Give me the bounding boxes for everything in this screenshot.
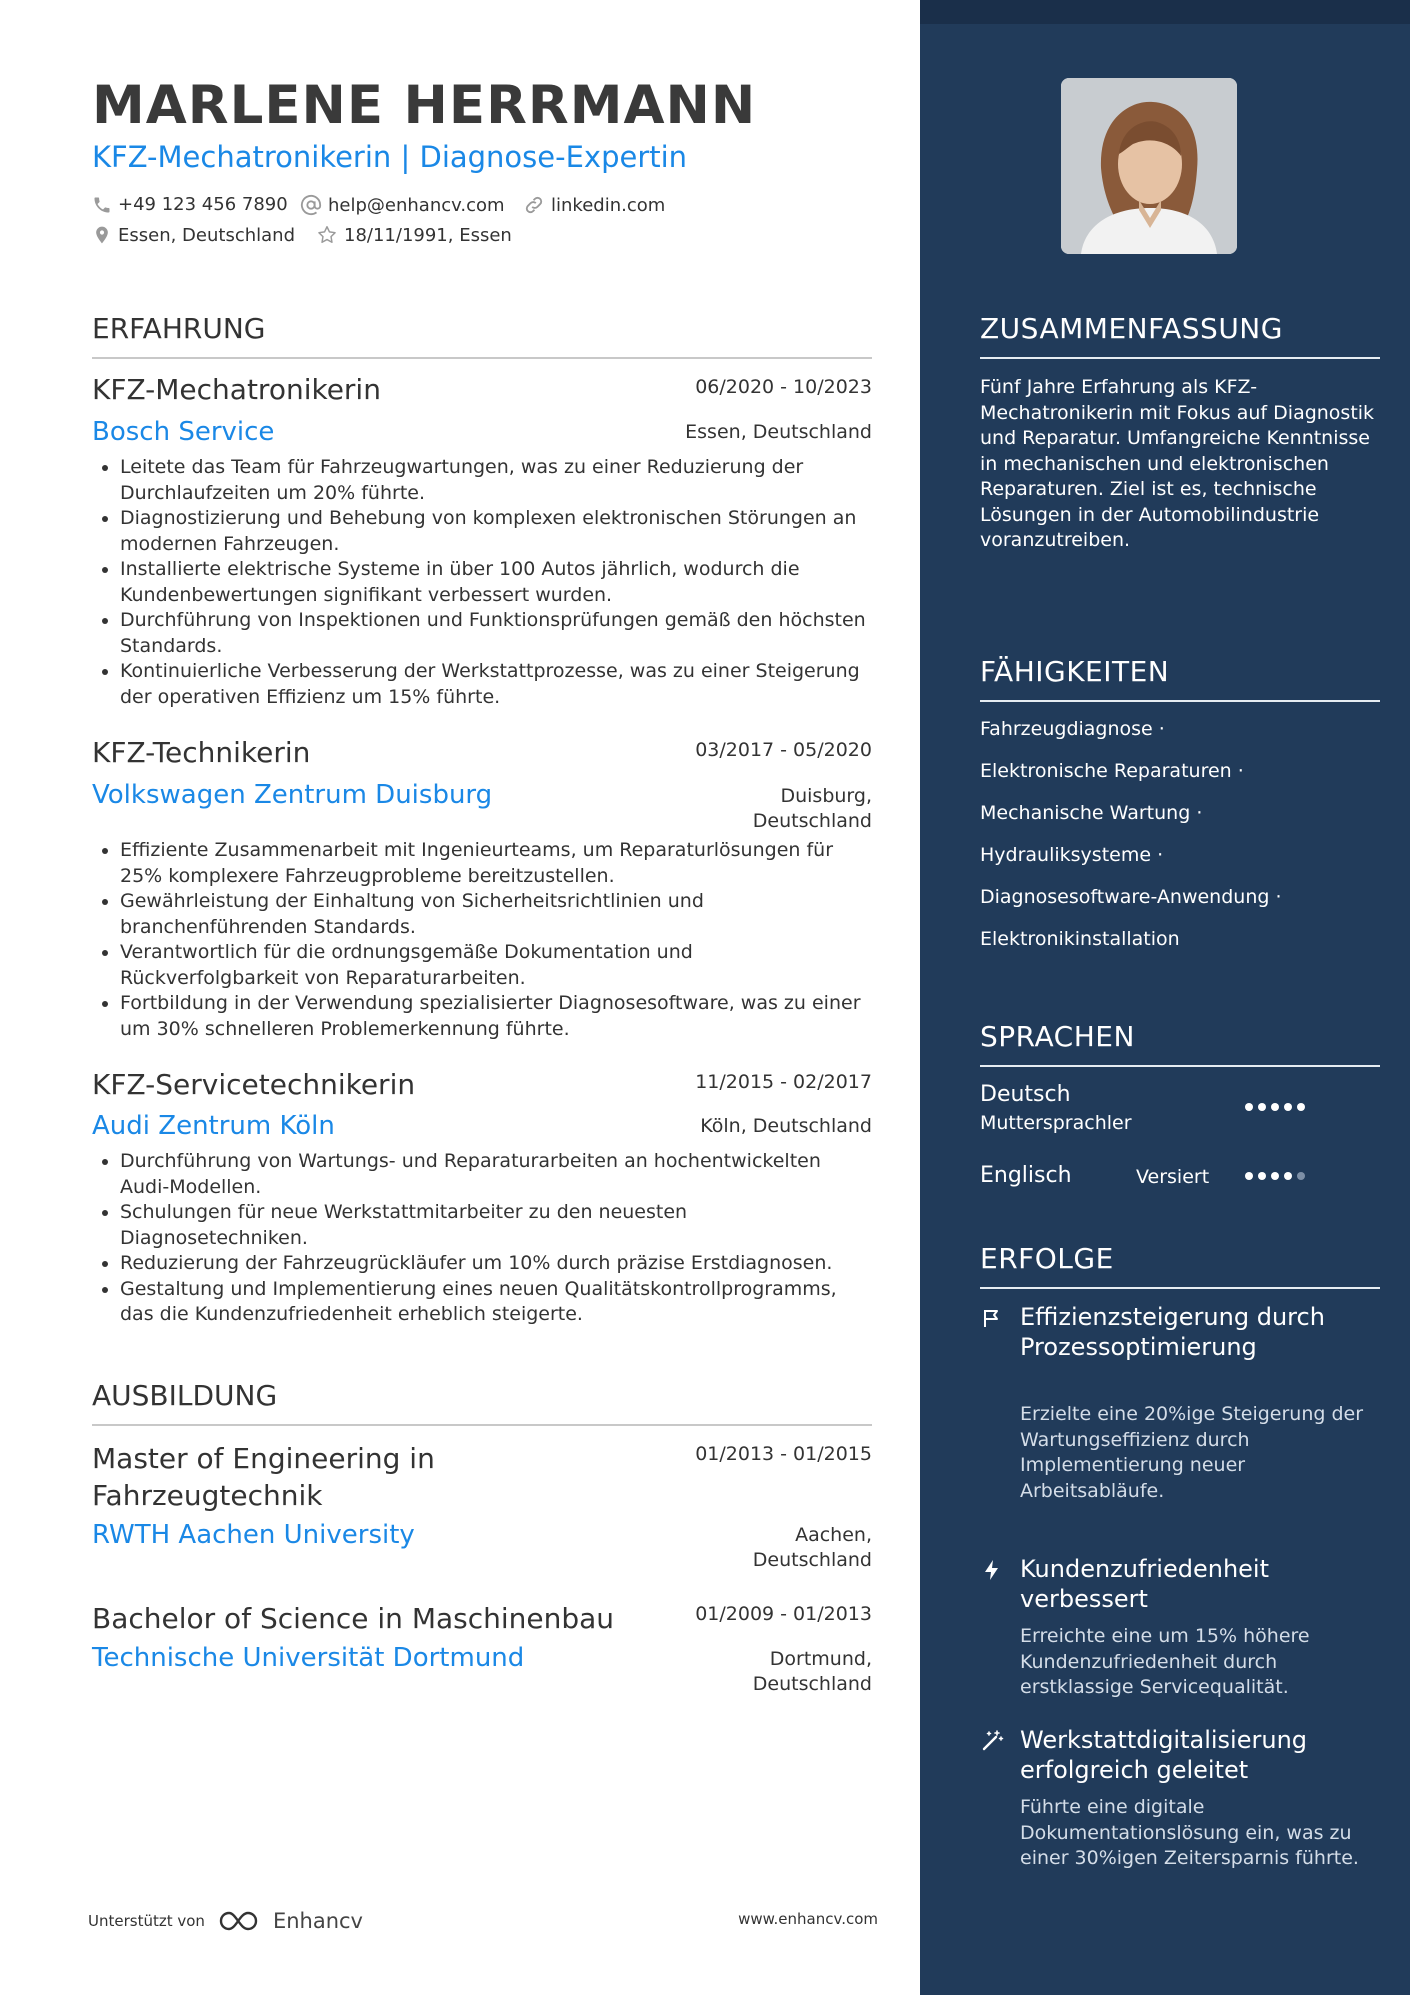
summary-heading: ZUSAMMENFASSUNG bbox=[980, 312, 1380, 359]
rating-dot-filled bbox=[1297, 1103, 1305, 1111]
job-company[interactable]: Bosch Service bbox=[92, 417, 275, 447]
phone-text: +49 123 456 7890 bbox=[118, 194, 288, 215]
location-line: Deutschland bbox=[752, 1549, 872, 1571]
skill-item bbox=[980, 760, 1244, 782]
skill-label: Mechanische Wartung bbox=[980, 802, 1191, 824]
achievement-title: Effizienzsteigerung durch Prozessoptimierung bbox=[1020, 1303, 1325, 1361]
job-company[interactable]: Audi Zentrum Köln bbox=[92, 1111, 335, 1141]
achievement-title: Kundenzufriedenheit verbessert bbox=[1020, 1555, 1269, 1613]
location-pin-icon bbox=[92, 224, 112, 246]
achievement-description: Erzielte eine 20%ige Steigerung der Wartungseffizienz durch Implementierung neuer Arbeitsabläufe. bbox=[1020, 1403, 1364, 1502]
skill-separator: · bbox=[1157, 844, 1164, 866]
contact-phone[interactable] bbox=[92, 194, 288, 215]
rating-dot-filled bbox=[1258, 1172, 1266, 1180]
footer-website[interactable]: www.enhancv.com bbox=[738, 1910, 878, 1928]
birth-text: 18/11/1991, Essen bbox=[344, 224, 512, 246]
sidebar bbox=[920, 0, 1410, 1995]
wand-icon bbox=[980, 1729, 1004, 1753]
degree-line: Master of Engineering in bbox=[92, 1442, 435, 1475]
skill-separator: · bbox=[1237, 760, 1244, 782]
star-icon bbox=[316, 224, 338, 246]
job-bullets bbox=[92, 838, 872, 1042]
education-date: 01/2009 - 01/2013 bbox=[695, 1603, 872, 1625]
summary-text: Fünf Jahre Erfahrung als KFZ-Mechatronikerin mit Fokus auf Diagnostik und Reparatur. Umfangreiche Kenntnisse in mechanischen und elektronischen Reparaturen. Ziel ist es, technische Lösungen in der Automobilindustrie voranzutreiben. bbox=[980, 376, 1375, 551]
skill-item bbox=[980, 718, 1165, 740]
location-line: Deutschland bbox=[752, 1673, 872, 1695]
footer-branding[interactable] bbox=[88, 1908, 363, 1934]
rating-dot-filled bbox=[1245, 1103, 1253, 1111]
skill-label: Elektronische Reparaturen bbox=[980, 760, 1232, 782]
school-name[interactable]: RWTH Aachen University bbox=[92, 1520, 415, 1550]
bullet-item: • Schulungen für neue Werkstattmitarbeiter zu den neuesten Diagnosetechniken. bbox=[120, 1200, 872, 1251]
experience-heading: ERFAHRUNG bbox=[92, 312, 872, 359]
email-text: help@enhancv.com bbox=[328, 194, 505, 216]
school-name[interactable]: Technische Universität Dortmund bbox=[92, 1643, 525, 1673]
education-location bbox=[753, 1523, 872, 1573]
skill-label: Hydrauliksysteme bbox=[980, 844, 1152, 866]
skill-item bbox=[980, 928, 1180, 950]
job-location: Essen, Deutschland bbox=[685, 421, 872, 443]
skill-separator: · bbox=[1196, 802, 1203, 824]
languages-heading: SPRACHEN bbox=[980, 1020, 1380, 1067]
location-line: Aachen, bbox=[795, 1524, 872, 1546]
job-date: 03/2017 - 05/2020 bbox=[695, 739, 872, 761]
rating-dot-empty bbox=[1297, 1172, 1305, 1180]
link-icon bbox=[523, 194, 545, 216]
job-date: 11/2015 - 02/2017 bbox=[695, 1071, 872, 1093]
at-icon bbox=[300, 194, 322, 216]
language-level: Versiert bbox=[1136, 1166, 1210, 1188]
contact-birth bbox=[316, 224, 512, 246]
linkedin-text: linkedin.com bbox=[551, 194, 666, 216]
bullet-item: • Verantwortlich für die ordnungsgemäße Dokumentation und Rückverfolgbarkeit von Reparaturarbeiten. bbox=[120, 940, 872, 991]
job-bullets bbox=[92, 1149, 872, 1328]
bullet-item: • Diagnostizierung und Behebung von komplexen elektronischen Störungen an modernen Fahrzeugen. bbox=[120, 506, 872, 557]
job-bullets bbox=[92, 455, 872, 710]
skills-heading: FÄHIGKEITEN bbox=[980, 655, 1380, 702]
skill-label: Diagnosesoftware-Anwendung bbox=[980, 886, 1270, 908]
bullet-item: • Leitete das Team für Fahrzeugwartungen, was zu einer Reduzierung der Durchlaufzeiten um 20% führte. bbox=[120, 455, 872, 506]
job-date: 06/2020 - 10/2023 bbox=[695, 376, 872, 398]
degree-title: Bachelor of Science in Maschinenbau bbox=[92, 1602, 615, 1635]
language-name: Englisch bbox=[980, 1163, 1072, 1188]
contact-location bbox=[92, 224, 295, 246]
sidebar-top-bar bbox=[920, 0, 1410, 24]
bullet-item: • Installierte elektrische Systeme in über 100 Autos jährlich, wodurch die Kundenbewertungen signifikant verbessert wurden. bbox=[120, 557, 872, 608]
rating-dot-filled bbox=[1245, 1172, 1253, 1180]
candidate-name: MARLENE HERRMANN bbox=[92, 75, 757, 136]
flag-icon bbox=[980, 1306, 1004, 1330]
language-rating bbox=[1245, 1103, 1305, 1111]
degree-title bbox=[92, 1440, 652, 1514]
rating-dot-filled bbox=[1284, 1103, 1292, 1111]
location-line: Dortmund, bbox=[769, 1648, 872, 1670]
job-location: Köln, Deutschland bbox=[700, 1115, 872, 1137]
skill-item bbox=[980, 802, 1202, 824]
skill-separator: · bbox=[1275, 886, 1282, 908]
job-title: KFZ-Servicetechnikerin bbox=[92, 1068, 416, 1101]
powered-by-text: Unterstützt von bbox=[88, 1912, 205, 1930]
rating-dot-filled bbox=[1271, 1103, 1279, 1111]
achievement-title: Werkstattdigitalisierung erfolgreich geleitet bbox=[1020, 1726, 1308, 1784]
job-location bbox=[753, 784, 872, 834]
degree-line: Fahrzeugtechnik bbox=[92, 1479, 323, 1512]
bullet-item: • Fortbildung in der Verwendung spezialisierter Diagnosesoftware, was zu einer um 30% schnelleren Problemerkennung führte. bbox=[120, 991, 872, 1042]
bullet-item: • Kontinuierliche Verbesserung der Werkstattprozesse, was zu einer Steigerung der operativen Effizienz um 15% führte. bbox=[120, 659, 872, 710]
profile-photo bbox=[1061, 78, 1237, 254]
language-rating bbox=[1245, 1172, 1305, 1180]
job-location-line: Deutschland bbox=[752, 810, 872, 832]
bullet-item: • Durchführung von Inspektionen und Funktionsprüfungen gemäß den höchsten Standards. bbox=[120, 608, 872, 659]
bullet-item: • Durchführung von Wartungs- und Reparaturarbeiten an hochentwickelten Audi-Modellen. bbox=[120, 1149, 872, 1200]
bullet-item: • Gewährleistung der Einhaltung von Sicherheitsrichtlinien und branchenführenden Standards. bbox=[120, 889, 872, 940]
job-company[interactable]: Volkswagen Zentrum Duisburg bbox=[92, 780, 493, 810]
skill-label: Fahrzeugdiagnose bbox=[980, 718, 1153, 740]
skill-item bbox=[980, 886, 1282, 908]
rating-dot-filled bbox=[1258, 1103, 1266, 1111]
achievements-heading: ERFOLGE bbox=[980, 1242, 1380, 1289]
location-text: Essen, Deutschland bbox=[118, 224, 296, 246]
phone-icon bbox=[92, 195, 112, 215]
job-title: KFZ-Mechatronikerin bbox=[92, 373, 381, 406]
skill-item bbox=[980, 844, 1163, 866]
bullet-item: • Effiziente Zusammenarbeit mit Ingenieurteams, um Reparaturlösungen für 25% komplexere Fahrzeugprobleme bereitzustellen. bbox=[120, 838, 872, 889]
language-name: Deutsch bbox=[980, 1082, 1071, 1107]
contact-linkedin[interactable] bbox=[523, 194, 665, 216]
education-heading: AUSBILDUNG bbox=[92, 1379, 872, 1426]
candidate-title: KFZ-Mechatronikerin | Diagnose-Expertin bbox=[92, 140, 688, 174]
contact-email[interactable] bbox=[300, 194, 505, 216]
skill-label: Elektronikinstallation bbox=[980, 928, 1180, 950]
job-title: KFZ-Technikerin bbox=[92, 736, 311, 769]
enhancv-logo-icon bbox=[217, 1908, 267, 1934]
language-level: Muttersprachler bbox=[980, 1112, 1132, 1134]
rating-dot-filled bbox=[1284, 1172, 1292, 1180]
bullet-item: • Reduzierung der Fahrzeugrückläufer um 10% durch präzise Erstdiagnosen. bbox=[120, 1251, 872, 1277]
bullet-item: • Gestaltung und Implementierung eines neuen Qualitätskontrollprogramms, das die Kundenzufriedenheit erheblich steigerte. bbox=[120, 1277, 872, 1328]
achievement-description: Führte eine digitale Dokumentationslösung ein, was zu einer 30%igen Zeitersparnis führte. bbox=[1020, 1796, 1359, 1869]
rating-dot-filled bbox=[1271, 1172, 1279, 1180]
skill-separator: · bbox=[1158, 718, 1165, 740]
job-location-line: Duisburg, bbox=[780, 785, 872, 807]
brand-name: Enhancv bbox=[272, 1909, 363, 1933]
bolt-icon bbox=[980, 1558, 1004, 1582]
education-date: 01/2013 - 01/2015 bbox=[695, 1443, 872, 1465]
achievement-description: Erreichte eine um 15% höhere Kundenzufriedenheit durch erstklassige Servicequalität. bbox=[1020, 1625, 1310, 1698]
education-location bbox=[753, 1647, 872, 1697]
